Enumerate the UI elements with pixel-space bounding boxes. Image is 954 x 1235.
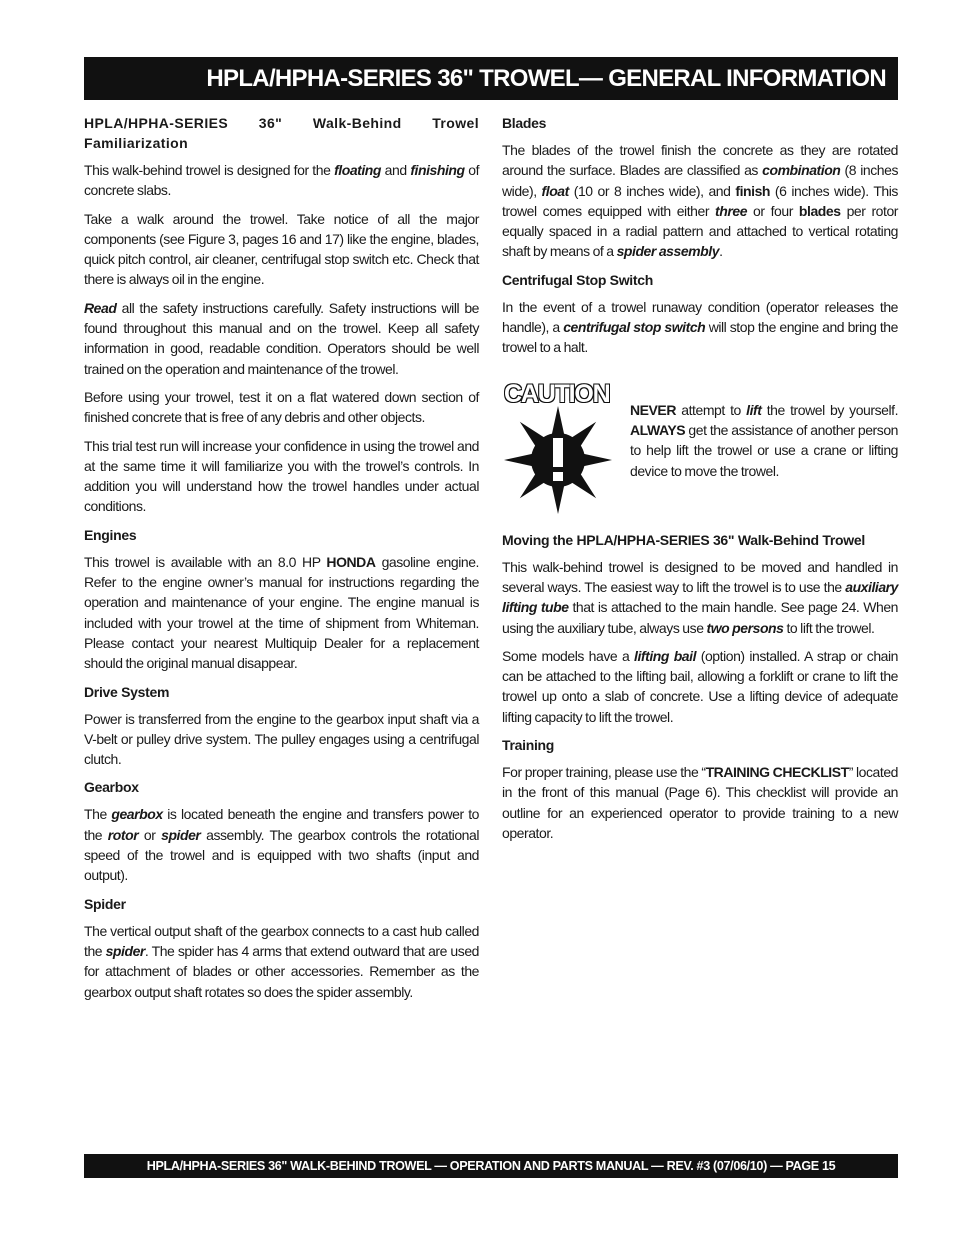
centrifugal-paragraph: In the event of a trowel runaway condition (operator releases the handle), a centrifugal stop switch will stop the engine and bring the trowel to a halt. (502, 298, 898, 356)
familiarization-paragraph-2: Take a walk around the trowel. Take notice of all the major components (see Figure 3, pages 16 and 17) like the engine, blades, quick pitch control, air cleaner, centrifugal stop switch etc. Check that there is always oil in the engine. (84, 210, 479, 288)
centrifugal-heading: Centrifugal Stop Switch (502, 271, 653, 288)
page-title: HPLA/HPHA-SERIES 36" TROWEL— GENERAL INFORMATION (84, 57, 898, 100)
gearbox-paragraph: The gearbox is located beneath the engine and transfers power to the rotor or spider assembly. The gearbox controls the rotational speed of the trowel and is equipped with two shafts (input and output). (84, 806, 480, 884)
blades-paragraph: The blades of the trowel finish the concrete as they are rotated around the surface. Blades are classified as combination (8 inches wide), float (10 or 8 inches wide), and finish (6 inches wide). This trowel comes equipped with either three or four blades per rotor equally spaced in a radial pattern and attached to vertical rotating shaft by means of a spider assembly. (502, 142, 898, 260)
exclamation-bar (553, 438, 563, 467)
engines-paragraph: This trowel is available with an 8.0 HP HONDA gasoline engine. Refer to the engine owner’s manual for instructions regarding the operation and maintenance of your engine. The engine manual is included with your trowel at the time of shipment from Whiteman. Please contact your nearest Multiquip Dealer for a replacement should the original manual disappear. (84, 553, 479, 672)
familiarization-paragraph-1: This walk-behind trowel is designed for the floating and finishing of concrete slabs. (84, 162, 480, 199)
training-paragraph: For proper training, please use the “TRAINING CHECKLIST” located in the front of this manual (Page 6). This checklist will provide an outline for an experienced operator to provide training to a new operator. (502, 764, 898, 841)
familiarization-paragraph-5: This trial test run will increase your confidence in using the trowel and at the same time it will familiarize you with the trowel’s controls. In addition you will understand how the trowel handles under actual conditions. (84, 437, 479, 515)
left-column (84, 113, 479, 1010)
caution-text: NEVER attempt to lift the trowel by yourself. ALWAYS get the assistance of another person to help lift the trowel or use a crane or lifting device to move the trowel. (630, 401, 899, 479)
familiarization-heading-line2: Familiarization (84, 135, 189, 151)
spider-heading: Spider (84, 895, 126, 912)
familiarization-heading-line1: HPLA/HPHA-SERIES 36" Walk-Behind Trowel (84, 115, 479, 131)
page-footer: HPLA/HPHA-SERIES 36" WALK-BEHIND TROWEL — OPERATION AND PARTS MANUAL — REV. #3 (07/06/10) — PAGE 15 (84, 1154, 898, 1178)
moving-heading: Moving the HPLA/HPHA-SERIES 36" Walk-Behind Trowel (502, 531, 865, 548)
familiarization-paragraph-4: Before using your trowel, test it on a flat watered down section of finished concrete that is free of any debris and other objects. (84, 388, 479, 426)
blades-heading: Blades (502, 115, 547, 131)
caution-label: CAUTION (504, 379, 610, 408)
familiarization-heading (84, 113, 479, 153)
drive-system-paragraph: Power is transferred from the engine to the gearbox input shaft via a V-belt or pulley drive system. The pulley engages using a centrifugal clutch. (84, 710, 479, 768)
warning-star-icon (502, 404, 614, 516)
moving-paragraph-1: This walk-behind trowel is designed to be moved and handled in several ways. The easiest way to lift the trowel is to use the auxiliary lifting tube that is attached to the main handle. See page 24. When using the auxiliary tube, always use two persons to lift the trowel. (502, 558, 899, 636)
engines-heading: Engines (84, 526, 137, 543)
right-column (502, 113, 898, 851)
caution-box (502, 380, 898, 510)
moving-paragraph-2: Some models have a lifting bail (option) installed. A strap or chain can be attached to the lifting bail, allowing a forklift or crane to lift the trowel up onto a slab of concrete. Use a lifting device of adequate lifting capacity to lift the trowel. (502, 647, 898, 725)
familiarization-paragraph-3: Read all the safety instructions carefully. Safety instructions will be found throughout this manual and on the trowel. Keep all safety information in good, readable condition. Operators should be well trained on the operation and maintenance of the trowel. (84, 299, 479, 377)
spider-paragraph: The vertical output shaft of the gearbox connects to a cast hub called the spider. The spider has 4 arms that extend outward that are used for attachment of blades or other accessories. Remember as the gearbox output shaft rotates so does the spider assembly. (84, 922, 479, 1000)
drive-system-heading: Drive System (84, 683, 170, 700)
gearbox-heading: Gearbox (84, 779, 139, 796)
training-heading: Training (502, 737, 555, 754)
exclamation-dot (553, 472, 563, 481)
